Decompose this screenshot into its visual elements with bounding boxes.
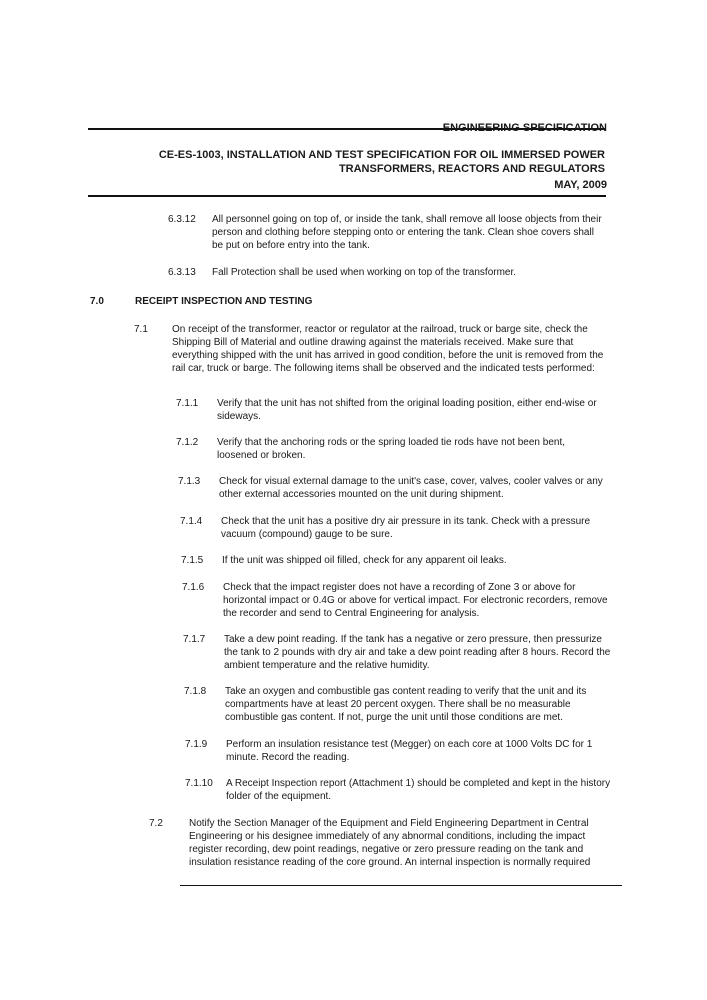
item-number-6-3-12: 6.3.12 (168, 214, 196, 225)
item-number-7-1-9: 7.1.9 (185, 739, 208, 750)
item-text-6-3-13: Fall Protection shall be used when working on top of the transformer. (212, 267, 517, 278)
item-number-7-1-10: 7.1.10 (185, 778, 213, 789)
item-number-7-1-8: 7.1.8 (184, 686, 207, 697)
item-text-7-1-3: Check for visual external damage to the unit's case, cover, valves, cooler valves or any other external accessories mounted on the unit during shipment. (219, 476, 603, 500)
item-text-7-1: On receipt of the transformer, reactor or regulator at the railroad, truck or barge site, check the Shipping Bill of Material and outline drawing against the materials received. Make sure that everything shipped with the unit has arrived in good condition, before the unit is removed from the rail car, truck or barge. The following items shall be observed and the indicated tests performed: (172, 324, 604, 374)
doc-type-heading: ENGINEERING SPECIFICATION (442, 122, 607, 134)
item-number-7-2: 7.2 (149, 818, 163, 829)
doc-title-line-2: TRANSFORMERS, REACTORS AND REGULATORS (338, 163, 605, 175)
item-number-7-1-7: 7.1.7 (183, 634, 206, 645)
item-text-7-1-7: Take a dew point reading. If the tank has a negative or zero pressure, then pressurize the tank to 2 pounds with dry air and take a dew point reading after 8 hours. Record the ambient temperature and the relative humidity. (224, 634, 611, 671)
item-text-7-1-6: Check that the impact register does not have a recording of Zone 3 or above for horizontal impact or 0.4G or above for vertical impact. For electronic recorders, remove the recorder and send to Central Engineering for analysis. (223, 582, 608, 619)
item-number-7-1-1: 7.1.1 (176, 398, 199, 409)
item-text-7-1-10: A Receipt Inspection report (Attachment 1) should be completed and kept in the history folder of the equipment. (226, 778, 611, 802)
item-text-7-1-1: Verify that the unit has not shifted from the original loading position, either end-wise or sideways. (217, 398, 597, 422)
item-text-7-1-9: Perform an insulation resistance test (Megger) on each core at 1000 Volts DC for 1 minute. Record the reading. (226, 739, 593, 763)
item-text-7-2: Notify the Section Manager of the Equipment and Field Engineering Department in Central Engineering or his designee immediately of any abnormal conditions, including the impact register recording, dew point readings, negative or zero pressure reading on the tank and insulation resistance reading of the core ground. An internal inspection is normally required (189, 818, 591, 868)
doc-date: MAY, 2009 (554, 179, 607, 191)
header-bottom-rule (88, 195, 606, 197)
item-text-7-1-8: Take an oxygen and combustible gas content reading to verify that the unit and its compartments have at least 20 percent oxygen. There shall be no measurable combustible gas content. If not, purge the unit until those conditions are met. (225, 686, 587, 723)
item-number-7-1-5: 7.1.5 (181, 555, 204, 566)
item-text-7-1-5: If the unit was shipped oil filled, check for any apparent oil leaks. (222, 555, 507, 566)
item-number-7-1: 7.1 (134, 324, 148, 335)
item-number-7-1-2: 7.1.2 (176, 437, 199, 448)
section-heading-7-0: RECEIPT INSPECTION AND TESTING (135, 296, 313, 307)
item-number-7-1-4: 7.1.4 (180, 516, 203, 527)
doc-title-line-1: CE-ES-1003, INSTALLATION AND TEST SPECIFICATION FOR OIL IMMERSED POWER (158, 149, 605, 161)
item-text-6-3-12: All personnel going on top of, or inside the tank, shall remove all loose objects from their person and clothing before stepping onto or entering the tank. Clean shoe covers shall be put on before entry into the tank. (212, 214, 602, 251)
item-text-7-1-2: Verify that the anchoring rods or the spring loaded tie rods have not been bent, loosened or broken. (217, 437, 566, 461)
footer-rule (180, 885, 622, 886)
item-number-6-3-13: 6.3.13 (168, 267, 196, 278)
item-text-7-1-4: Check that the unit has a positive dry air pressure in its tank. Check with a pressure vacuum (compound) gauge to be sure. (221, 516, 591, 540)
section-number-7-0: 7.0 (90, 296, 104, 307)
item-number-7-1-3: 7.1.3 (178, 476, 201, 487)
item-number-7-1-6: 7.1.6 (182, 582, 205, 593)
